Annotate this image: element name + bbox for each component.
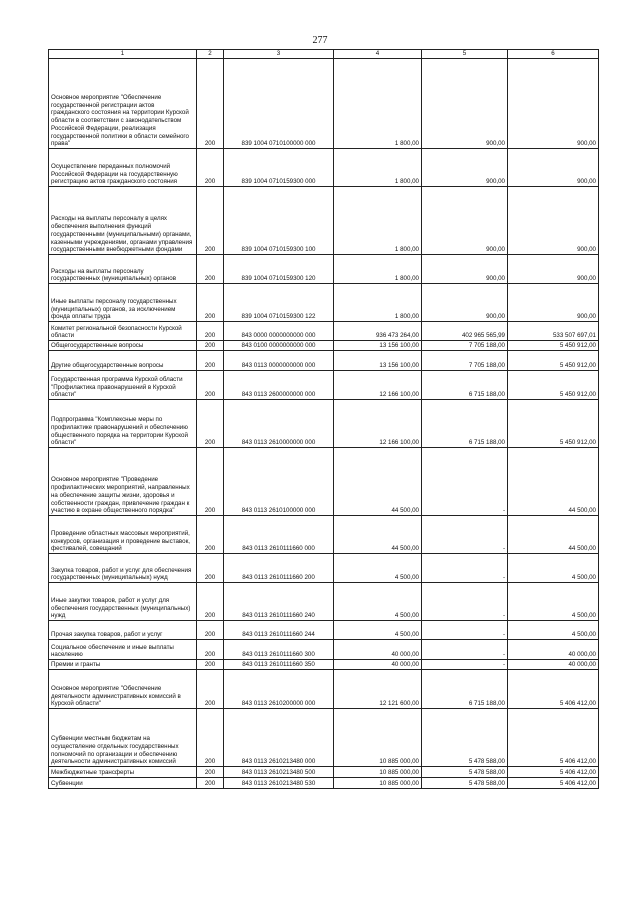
row-name: Социальное обеспечение и иные выплаты населению [49,640,197,660]
row-value-6: 900,00 [508,59,599,149]
row-name: Расходы на выплаты персоналу в целях обеспечения выполнения функций государственными (муниципальными) органами, казенными учреждениями, органами управления государственными внебюджетными фондами [49,187,197,255]
row-value-6: 4 500,00 [508,554,599,583]
row-value-4: 10 885 000,00 [334,778,422,789]
row-value-6: 533 507 697,01 [508,322,599,341]
row-name: Основное мероприятие "Обеспечение государственной регистрации актов гражданского состояния на территории Курской области в соответствии с законодательством Российской Федерации, реализация государственной политики в области семейного права" [49,59,197,149]
page-number: 277 [312,35,328,46]
table-row [49,448,599,516]
row-value-5: - [422,640,508,660]
row-value-5: 900,00 [422,187,508,255]
row-value-6: 44 500,00 [508,516,599,554]
row-name: Иные выплаты персоналу государственных (муниципальных) органов, за исключением фонда оплаты труда [49,284,197,322]
row-value-4: 12 166 100,00 [334,400,422,448]
table-row [49,660,599,670]
row-col2: 200 [197,621,224,640]
row-col2: 200 [197,640,224,660]
table-row [49,322,599,341]
row-code: 843 0113 2610213480 500 [224,767,334,778]
row-value-6: 5 450 912,00 [508,341,599,351]
row-value-4: 12 166 100,00 [334,371,422,400]
row-value-5: 900,00 [422,59,508,149]
row-value-6: 5 450 912,00 [508,371,599,400]
row-name: Межбюджетные трансферты [49,767,197,778]
row-value-4: 10 885 000,00 [334,709,422,767]
row-value-4: 44 500,00 [334,448,422,516]
row-col2: 200 [197,670,224,709]
row-name: Государственная программа Курской области "Профилактика правонарушений в Курской области" [49,371,197,400]
row-name: Осуществление переданных полномочий Российской Федерации на государственную регистрацию актов гражданского состояния [49,149,197,187]
row-code: 843 0113 2610111660 000 [224,516,334,554]
row-name: Субвенции [49,778,197,789]
row-value-6: 900,00 [508,284,599,322]
table-row [49,351,599,371]
table-row [49,187,599,255]
row-value-5: 7 705 188,00 [422,351,508,371]
row-col2: 200 [197,778,224,789]
column-header: 5 [422,50,508,59]
table-row [49,709,599,767]
table-row [49,371,599,400]
row-code: 843 0113 2610111660 300 [224,640,334,660]
row-value-5: 6 715 188,00 [422,400,508,448]
row-value-5: 5 478 588,00 [422,778,508,789]
row-value-6: 900,00 [508,149,599,187]
table-row [49,778,599,789]
row-value-6: 900,00 [508,187,599,255]
row-col2: 200 [197,583,224,621]
row-value-5: 5 478 588,00 [422,709,508,767]
row-value-4: 1 800,00 [334,59,422,149]
row-code: 843 0113 2610200000 000 [224,670,334,709]
row-col2: 200 [197,187,224,255]
column-header: 4 [334,50,422,59]
row-name: Другие общегосударственные вопросы [49,351,197,371]
row-value-5: - [422,583,508,621]
row-col2: 200 [197,371,224,400]
row-value-4: 10 885 000,00 [334,767,422,778]
row-value-6: 4 500,00 [508,621,599,640]
column-header: 3 [224,50,334,59]
row-value-5: 900,00 [422,255,508,284]
column-header: 2 [197,50,224,59]
row-name: Субвенции местным бюджетам на осуществление отдельных государственных полномочий по организации и обеспечению деятельности административных комиссий [49,709,197,767]
row-col2: 200 [197,284,224,322]
row-value-5: - [422,621,508,640]
table-row [49,284,599,322]
row-value-6: 40 000,00 [508,640,599,660]
row-value-5: 900,00 [422,149,508,187]
row-col2: 200 [197,149,224,187]
row-value-6: 5 406 412,00 [508,778,599,789]
row-col2: 200 [197,255,224,284]
row-value-4: 1 800,00 [334,284,422,322]
table-row [49,767,599,778]
row-code: 843 0113 2610111660 240 [224,583,334,621]
row-value-5: 5 478 588,00 [422,767,508,778]
row-code: 843 0100 0000000000 000 [224,341,334,351]
row-value-4: 1 800,00 [334,149,422,187]
row-value-5: - [422,516,508,554]
row-col2: 200 [197,59,224,149]
row-value-4: 13 156 100,00 [334,341,422,351]
row-code: 843 0113 2610100000 000 [224,448,334,516]
row-name: Комитет региональной безопасности Курской области [49,322,197,341]
row-code: 839 1004 0710100000 000 [224,59,334,149]
row-value-4: 4 500,00 [334,554,422,583]
row-value-4: 13 156 100,00 [334,351,422,371]
row-code: 843 0113 2610111660 244 [224,621,334,640]
table-row [49,554,599,583]
row-name: Премии и гранты [49,660,197,670]
row-value-6: 5 450 912,00 [508,351,599,371]
row-col2: 200 [197,341,224,351]
row-col2: 200 [197,516,224,554]
table-row [49,341,599,351]
row-value-5: 6 715 188,00 [422,670,508,709]
row-col2: 200 [197,351,224,371]
row-value-4: 12 121 600,00 [334,670,422,709]
row-code: 839 1004 0710159300 100 [224,187,334,255]
table-row [49,400,599,448]
row-value-4: 936 473 264,00 [334,322,422,341]
row-value-4: 40 000,00 [334,640,422,660]
row-value-4: 4 500,00 [334,621,422,640]
row-code: 839 1004 0710159300 120 [224,255,334,284]
row-value-5: 402 965 565,99 [422,322,508,341]
row-value-5: 7 705 188,00 [422,341,508,351]
row-col2: 200 [197,709,224,767]
table-header-row [49,50,599,59]
row-name: Основное мероприятие "Проведение профилактических мероприятий, направленных на обеспечение защиты жизни, здоровья и собственности граждан, привлечение граждан к участию в охране общественного порядка" [49,448,197,516]
row-value-5: - [422,554,508,583]
row-value-6: 44 500,00 [508,448,599,516]
row-value-6: 5 450 912,00 [508,400,599,448]
row-col2: 200 [197,554,224,583]
row-name: Иные закупки товаров, работ и услуг для обеспечения государственных (муниципальных) нужд [49,583,197,621]
row-value-4: 40 000,00 [334,660,422,670]
row-value-4: 4 500,00 [334,583,422,621]
row-code: 843 0113 2610213480 530 [224,778,334,789]
row-code: 843 0113 2610111660 350 [224,660,334,670]
table-row [49,59,599,149]
column-header: 6 [508,50,599,59]
budget-table [48,49,599,789]
row-value-4: 1 800,00 [334,255,422,284]
row-value-4: 1 800,00 [334,187,422,255]
row-value-5: - [422,448,508,516]
row-col2: 200 [197,400,224,448]
table-row [49,583,599,621]
row-col2: 200 [197,322,224,341]
row-value-4: 44 500,00 [334,516,422,554]
table-row [49,670,599,709]
row-name: Основное мероприятие "Обеспечение деятельности административных комиссий в Курской области" [49,670,197,709]
row-code: 839 1004 0710159300 000 [224,149,334,187]
column-header: 1 [49,50,197,59]
row-col2: 200 [197,448,224,516]
row-name: Прочая закупка товаров, работ и услуг [49,621,197,640]
row-value-6: 900,00 [508,255,599,284]
row-code: 843 0113 2600000000 000 [224,371,334,400]
row-value-5: - [422,660,508,670]
row-name: Расходы на выплаты персоналу государственных (муниципальных) органов [49,255,197,284]
table-row [49,255,599,284]
row-code: 843 0113 2610000000 000 [224,400,334,448]
row-col2: 200 [197,660,224,670]
row-col2: 200 [197,767,224,778]
row-value-6: 40 000,00 [508,660,599,670]
row-value-5: 6 715 188,00 [422,371,508,400]
table-row [49,621,599,640]
row-code: 843 0113 0000000000 000 [224,351,334,371]
table-row [49,516,599,554]
row-value-6: 4 500,00 [508,583,599,621]
row-value-5: 900,00 [422,284,508,322]
row-value-6: 5 406 412,00 [508,709,599,767]
row-name: Закупка товаров, работ и услуг для обеспечения государственных (муниципальных) нужд [49,554,197,583]
row-value-6: 5 406 412,00 [508,767,599,778]
row-name: Подпрограмма "Комплексные меры по профилактике правонарушений и обеспечению общественного порядка на территории Курской области" [49,400,197,448]
row-name: Проведение областных массовых мероприятий, конкурсов, организация и проведение выставок, фестивалей, совещаний [49,516,197,554]
row-value-6: 5 406 412,00 [508,670,599,709]
row-code: 843 0000 0000000000 000 [224,322,334,341]
table-row [49,149,599,187]
row-name: Общегосударственные вопросы [49,341,197,351]
row-code: 839 1004 0710159300 122 [224,284,334,322]
row-code: 843 0113 2610111660 200 [224,554,334,583]
table-row [49,640,599,660]
row-code: 843 0113 2610213480 000 [224,709,334,767]
